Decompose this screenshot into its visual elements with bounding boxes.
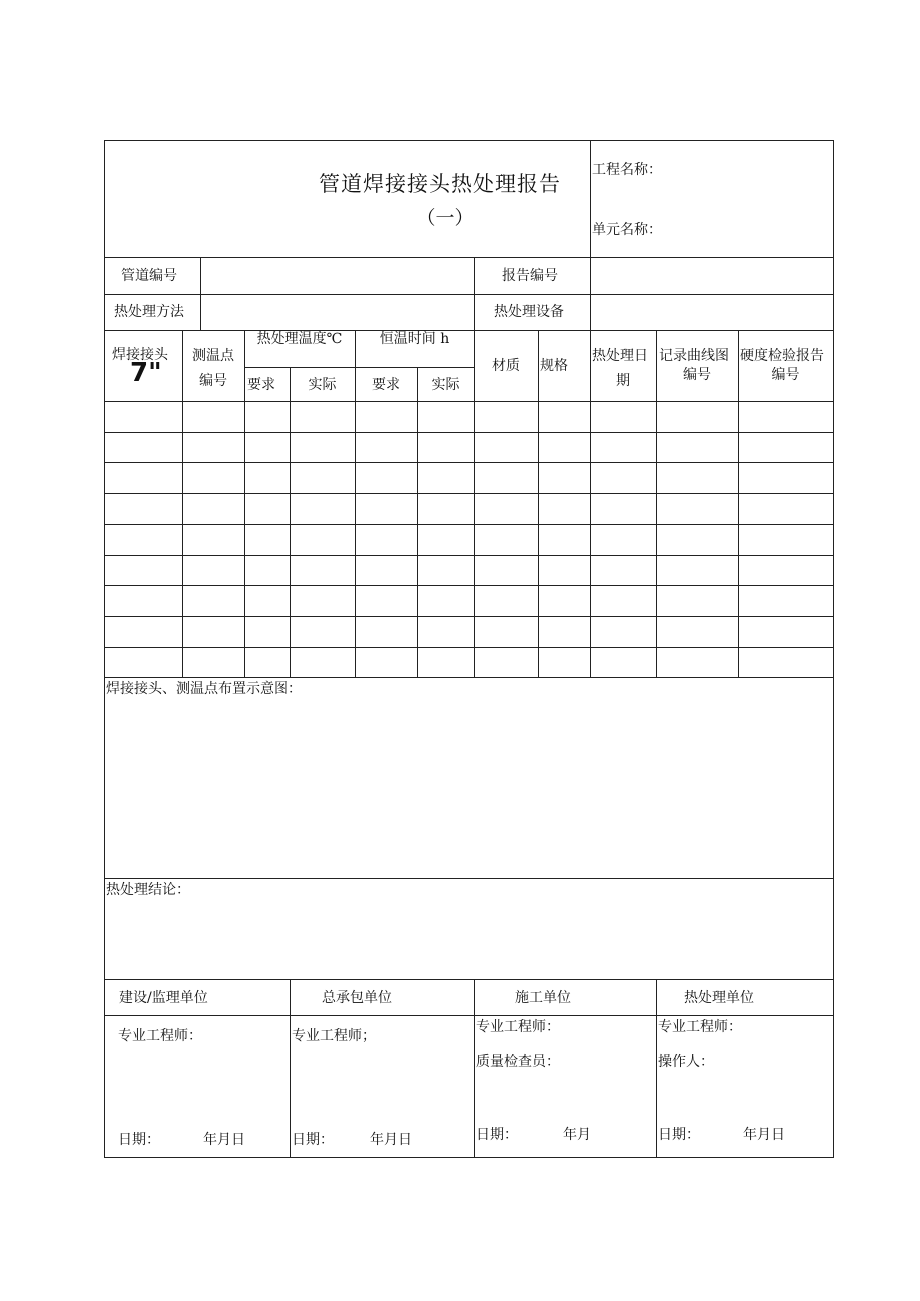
col-line bbox=[474, 330, 475, 678]
col-point-line2: 编号 bbox=[199, 373, 227, 389]
inspector-label: 质量检查员： bbox=[476, 1054, 560, 1070]
col-date-line1: 热处理日 bbox=[592, 348, 648, 364]
engineer-label-2: 专业工程师； bbox=[292, 1028, 376, 1044]
table-row-line bbox=[104, 555, 834, 556]
date-ymd-2: 年月日 bbox=[370, 1132, 412, 1148]
col-material: 材质 bbox=[492, 358, 520, 374]
header-divider bbox=[104, 257, 834, 258]
info-split-3 bbox=[590, 257, 591, 331]
col-weld-joint: 焊接接头 bbox=[112, 347, 168, 363]
date-label-1: 日期： bbox=[118, 1132, 160, 1148]
col-hardness-line2: 编号 bbox=[771, 367, 800, 383]
col-spec: 规格 bbox=[540, 358, 568, 374]
date-label-2: 日期： bbox=[292, 1132, 334, 1148]
col-line bbox=[290, 367, 291, 678]
engineer-label-1: 专业工程师： bbox=[118, 1028, 202, 1044]
date-ymd-4: 年月日 bbox=[743, 1127, 785, 1143]
col-hardness-line1: 硬度检验报告 bbox=[740, 348, 824, 364]
diagram-label: 焊接接头、测温点布置示意图： bbox=[106, 681, 302, 697]
org-construction: 施工单位 bbox=[515, 990, 571, 1006]
col-line bbox=[417, 367, 418, 678]
report-title: 管道焊接接头热处理报告 bbox=[319, 172, 561, 196]
conclusion-label: 热处理结论： bbox=[106, 882, 190, 898]
pipe-number-label: 管道编号 bbox=[121, 268, 177, 284]
date-ym-3: 年月 bbox=[563, 1127, 591, 1143]
unit-name-label: 单元名称： bbox=[592, 222, 662, 238]
org-heat-treatment: 热处理单位 bbox=[684, 990, 754, 1006]
signature-split bbox=[474, 979, 475, 1158]
border-right bbox=[833, 140, 834, 1158]
col-temperature: 热处理温度℃ bbox=[256, 331, 343, 347]
table-row-line bbox=[104, 524, 834, 525]
col-line bbox=[244, 330, 245, 678]
table-row-line bbox=[104, 432, 834, 433]
col-hold-time: 恒温时间 h bbox=[379, 331, 450, 347]
date-label-4: 日期： bbox=[658, 1127, 700, 1143]
col-point-line1: 测温点 bbox=[192, 348, 234, 364]
table-row-line bbox=[104, 462, 834, 463]
info-split-2 bbox=[474, 257, 475, 331]
diagram-bottom bbox=[104, 878, 834, 879]
conclusion-bottom bbox=[104, 979, 834, 980]
header-split bbox=[590, 140, 591, 258]
date-label-3: 日期： bbox=[476, 1127, 518, 1143]
table-bottom bbox=[104, 677, 834, 678]
table-row-line bbox=[104, 647, 834, 648]
method-label: 热处理方法 bbox=[114, 304, 184, 320]
info-row-divider-1 bbox=[104, 294, 834, 295]
org-construction-supervision: 建设/监理单位 bbox=[119, 990, 208, 1006]
table-row-line bbox=[104, 493, 834, 494]
table-header-bottom bbox=[104, 401, 834, 402]
signature-split bbox=[290, 979, 291, 1158]
project-name-label: 工程名称： bbox=[592, 162, 662, 178]
border-left bbox=[104, 140, 105, 1158]
col-date-line2: 期 bbox=[616, 373, 630, 389]
border-bottom bbox=[104, 1157, 834, 1158]
equipment-label: 热处理设备 bbox=[494, 304, 564, 320]
temp-actual: 实际 bbox=[308, 377, 337, 393]
org-general-contractor: 总承包单位 bbox=[322, 990, 392, 1006]
col-line bbox=[538, 330, 539, 678]
hold-actual: 实际 bbox=[431, 377, 460, 393]
temp-subheader-line bbox=[244, 367, 474, 368]
border-top bbox=[104, 140, 834, 141]
temp-required: 要求 bbox=[247, 377, 275, 393]
col-curve-line1: 记录曲线图 bbox=[659, 348, 729, 364]
col-curve-line2: 编号 bbox=[683, 367, 711, 383]
report-subtitle: （一） bbox=[416, 207, 474, 229]
hold-required: 要求 bbox=[372, 377, 400, 393]
report-number-label: 报告编号 bbox=[502, 268, 558, 284]
signature-split bbox=[656, 979, 657, 1158]
operator-label: 操作人： bbox=[658, 1054, 714, 1070]
date-ymd-1: 年月日 bbox=[203, 1132, 245, 1148]
weld-joint-mark: 7" bbox=[130, 358, 162, 388]
engineer-label-4: 专业工程师： bbox=[658, 1019, 742, 1035]
table-row-line bbox=[104, 585, 834, 586]
info-split-1 bbox=[200, 257, 201, 331]
table-row-line bbox=[104, 616, 834, 617]
signature-header-bottom bbox=[104, 1015, 834, 1016]
engineer-label-3: 专业工程师： bbox=[476, 1019, 560, 1035]
